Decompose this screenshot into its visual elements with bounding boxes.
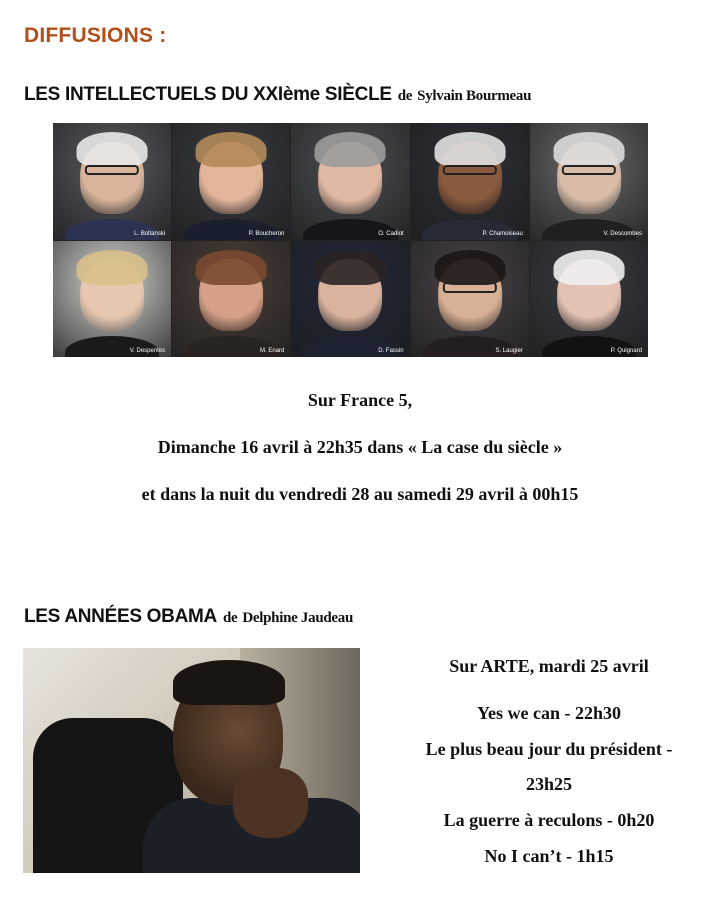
channel-france5: Sur France 5, bbox=[307, 390, 413, 410]
portrait-name: V. Despentes bbox=[129, 348, 166, 354]
glasses-icon bbox=[443, 282, 497, 292]
portrait-hair bbox=[434, 250, 505, 285]
obama-photo bbox=[23, 648, 360, 873]
portrait-name: S. Laugier bbox=[495, 348, 523, 354]
portrait bbox=[530, 241, 648, 358]
portrait bbox=[411, 241, 529, 358]
portrait-name: P. Quignard bbox=[610, 348, 642, 354]
portrait-hair bbox=[196, 250, 267, 285]
portrait bbox=[530, 123, 648, 240]
portrait-name: M. Enard bbox=[260, 348, 285, 354]
portrait-hair bbox=[315, 132, 386, 167]
portrait bbox=[172, 241, 290, 358]
glasses-icon bbox=[443, 165, 497, 175]
program-title: LES INTELLECTUELS DU XXIème SIÈCLE bbox=[24, 84, 392, 105]
portrait-name: L. Boltanski bbox=[134, 230, 166, 237]
episode-3: La guerre à reculons - 0h20 bbox=[443, 810, 655, 830]
hair-shape bbox=[173, 660, 285, 705]
airing-date-1: Dimanche 16 avril à 22h35 dans « La case du siècle » bbox=[157, 437, 563, 457]
glasses-icon bbox=[562, 165, 616, 175]
airing-date-2: et dans la nuit du vendredi 28 au samedi 29 avril à 00h15 bbox=[141, 484, 579, 504]
portrait-hair bbox=[77, 132, 148, 167]
episode-2-line-2: 23h25 bbox=[525, 774, 572, 794]
diffusions-heading: DIFFUSIONS : bbox=[24, 24, 167, 47]
portrait bbox=[291, 123, 409, 240]
portrait-hair bbox=[434, 132, 505, 167]
by-label: de bbox=[222, 610, 238, 626]
channel-arte: Sur ARTE, mardi 25 avril bbox=[449, 656, 649, 676]
portrait bbox=[53, 241, 171, 358]
program-title: LES ANNÉES OBAMA bbox=[24, 606, 217, 627]
portrait bbox=[411, 123, 529, 240]
portrait-grid bbox=[53, 123, 648, 357]
author-name: Delphine Jaudeau bbox=[242, 610, 354, 626]
portrait-name: D. Fassin bbox=[378, 348, 404, 354]
portrait-name: V. Descombes bbox=[603, 230, 642, 237]
by-label: de bbox=[397, 88, 413, 104]
author-name: Sylvain Bourmeau bbox=[417, 88, 532, 104]
episode-2-line-1: Le plus beau jour du président - bbox=[425, 739, 673, 759]
episode-1: Yes we can - 22h30 bbox=[477, 703, 621, 723]
portrait bbox=[291, 241, 409, 358]
portrait-hair bbox=[315, 250, 386, 285]
hand-shape bbox=[233, 768, 308, 838]
portrait-name: P. Boucheron bbox=[248, 230, 285, 237]
portrait-name: P. Chamoiseau bbox=[482, 230, 523, 237]
portrait-hair bbox=[553, 132, 624, 167]
glasses-icon bbox=[85, 165, 139, 175]
portrait-hair bbox=[77, 250, 148, 285]
portrait-hair bbox=[553, 250, 624, 285]
portrait-name: O. Cadiot bbox=[378, 230, 404, 237]
section-title-intellectuels bbox=[24, 84, 531, 106]
portrait bbox=[53, 123, 171, 240]
episode-4: No I can’t - 1h15 bbox=[484, 846, 614, 866]
section-title-obama bbox=[24, 606, 353, 628]
portrait-hair bbox=[196, 132, 267, 167]
portrait bbox=[172, 123, 290, 240]
